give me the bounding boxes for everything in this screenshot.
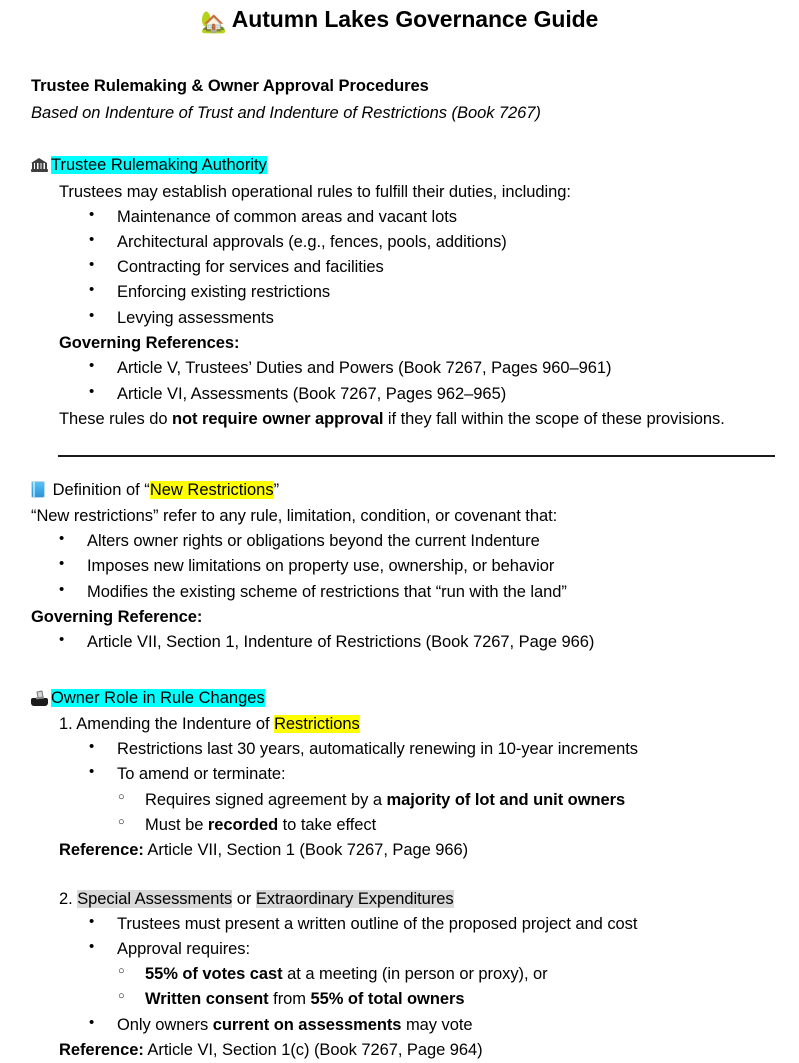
- sub-bold: Written consent: [145, 990, 269, 1009]
- horizontal-divider: [58, 455, 775, 457]
- document-basis: Based on Indenture of Trust and Indenture of Restrictions (Book 7267): [31, 103, 541, 122]
- list-item: • Enforcing existing restrictions: [89, 280, 799, 305]
- list-item: • Alters owner rights or obligations beyond the current Indenture: [59, 529, 799, 554]
- section-heading-text: Trustee Rulemaking Authority: [51, 156, 267, 175]
- reference-line-1: [31, 838, 799, 863]
- reference-line-2: [31, 1038, 799, 1063]
- item-number: 1.: [59, 715, 73, 734]
- special-assessment-bullets-list: [31, 912, 799, 962]
- item-title-highlight-b: Extraordinary Expenditures: [255, 889, 454, 908]
- bullet-post: may vote: [401, 1015, 473, 1034]
- item-title-highlight-a: Special Assessments: [77, 889, 233, 908]
- section-heading-text: Owner Role in Rule Changes: [51, 688, 265, 707]
- classical-building-icon: [31, 157, 48, 173]
- governing-reference-heading: Governing Reference:: [31, 607, 203, 626]
- document-subheading: Trustee Rulemaking & Owner Approval Procedures: [31, 77, 429, 96]
- page-title: [0, 0, 799, 36]
- governing-references-list: [31, 356, 799, 406]
- list-item: [117, 813, 799, 838]
- list-item: • Imposes new limitations on property use, ownership, or behavior: [59, 554, 799, 579]
- reference-label: Reference:: [59, 841, 144, 860]
- section-lead-text: “New restrictions” refer to any rule, limitation, condition, or covenant that:: [31, 507, 558, 526]
- voting-eligibility-list: [31, 1013, 799, 1038]
- amendment-sub-bullets-list: [31, 788, 799, 838]
- bullet-bold: current on assessments: [212, 1015, 402, 1034]
- closing-bold: not require owner approval: [171, 409, 384, 428]
- list-item: • Modifies the existing scheme of restrictions that “run with the land”: [59, 580, 799, 605]
- numbered-item-1-title: [31, 712, 799, 737]
- item-title-pre: Amending the Indenture of: [72, 715, 275, 734]
- heading-highlight-text: New Restrictions: [149, 480, 274, 499]
- sub-post: at a meeting (in person or proxy), or: [282, 965, 548, 984]
- closing-pre: These rules do: [59, 409, 172, 428]
- house-with-garden-icon: 🏡: [200, 11, 227, 34]
- list-item: • Architectural approvals (e.g., fences, pools, additions): [89, 230, 799, 255]
- ballot-box-icon: [31, 691, 48, 706]
- list-item: • Restrictions last 30 years, automatically renewing in 10-year increments: [89, 737, 799, 762]
- sub-bold: recorded: [207, 815, 279, 834]
- closing-post: if they fall within the scope of these provisions.: [383, 409, 725, 428]
- sub-post: to take effect: [278, 815, 377, 834]
- section-heading-trustee-rulemaking: [31, 153, 799, 178]
- list-item: • Article VI, Assessments (Book 7267, Pages 962–965): [89, 382, 799, 407]
- list-item: [117, 962, 799, 987]
- list-item: • Maintenance of common areas and vacant lots: [89, 205, 799, 230]
- section-lead-text: Trustees may establish operational rules to fulfill their duties, including:: [59, 182, 571, 201]
- sub-pre: Requires signed agreement by a: [145, 790, 387, 809]
- heading-suffix: ”: [273, 480, 280, 499]
- section-trustee-rulemaking-authority: [0, 153, 799, 431]
- section-heading-owner-role: [31, 686, 799, 711]
- sub-pre: Must be: [145, 815, 208, 834]
- blue-book-icon: [31, 481, 45, 498]
- list-item: [89, 1013, 799, 1038]
- list-item: • To amend or terminate:: [89, 762, 799, 787]
- trustee-duties-list: [31, 205, 799, 331]
- sub-bold: majority of lot and unit owners: [386, 790, 626, 809]
- section-heading-new-restrictions: [31, 478, 799, 503]
- reference-label: Reference:: [59, 1040, 144, 1059]
- section-divider-wrap: [0, 455, 799, 457]
- item-title-highlight: Restrictions: [274, 715, 360, 734]
- reference-text: Article VI, Section 1(c) (Book 7267, Page 964): [143, 1040, 483, 1059]
- heading-prefix: Definition of “: [52, 480, 150, 499]
- list-item: • Article V, Trustees’ Duties and Powers (Book 7267, Pages 960–961): [89, 356, 799, 381]
- list-item: • Article VII, Section 1, Indenture of Restrictions (Book 7267, Page 966): [59, 630, 799, 655]
- list-item: [117, 788, 799, 813]
- bullet-pre: Only owners: [117, 1015, 213, 1034]
- approval-requirements-list: [31, 962, 799, 1012]
- page-title-text: Autumn Lakes Governance Guide: [231, 6, 599, 32]
- sub-bold-2: 55% of total owners: [310, 990, 465, 1009]
- reference-text: Article VII, Section 1 (Book 7267, Page 966): [143, 841, 469, 860]
- governing-reference-list: [31, 630, 799, 655]
- sub-bold: 55% of votes cast: [145, 965, 283, 984]
- section-closing-statement: [31, 407, 799, 432]
- section-definition-new-restrictions: [0, 478, 799, 656]
- list-item: [117, 987, 799, 1012]
- item-title-mid: or: [232, 889, 256, 908]
- new-restrictions-criteria-list: [31, 529, 799, 605]
- list-item: • Trustees must present a written outline of the proposed project and cost: [89, 912, 799, 937]
- governing-references-heading: Governing References:: [59, 333, 240, 352]
- list-item: • Approval requires:: [89, 937, 799, 962]
- list-item: • Levying assessments: [89, 306, 799, 331]
- item-number: 2.: [59, 889, 73, 908]
- sub-mid: from: [268, 990, 311, 1009]
- list-item: • Contracting for services and facilities: [89, 255, 799, 280]
- subtitle-block: [0, 74, 799, 126]
- amendment-bullets-list: [31, 737, 799, 787]
- section-owner-role-rule-changes: [0, 686, 799, 1063]
- numbered-item-2-title: [31, 887, 799, 912]
